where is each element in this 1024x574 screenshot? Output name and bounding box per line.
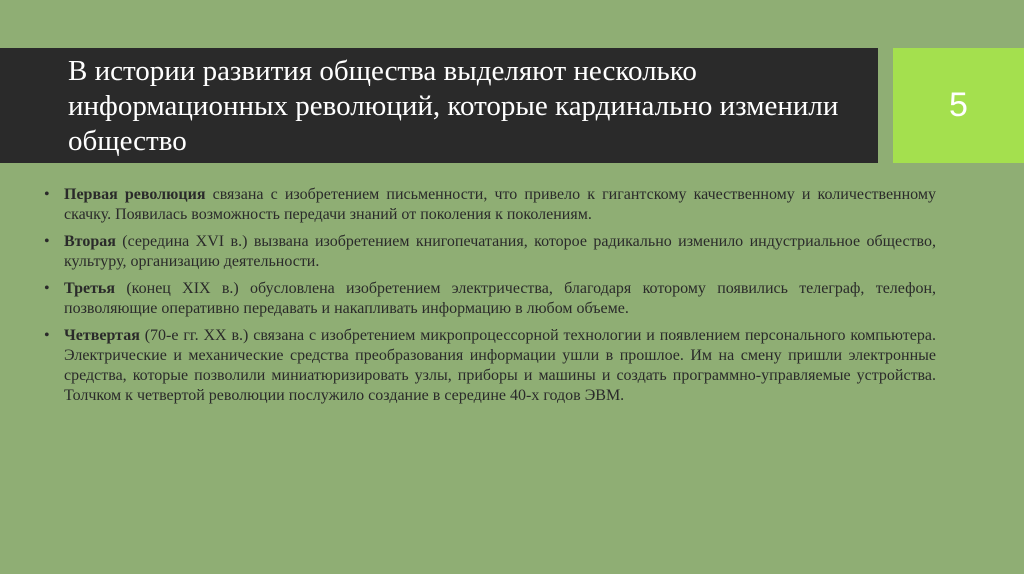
- slide-title: В истории развития общества выделяют несколько информационных революций, которые кардинально изменили общество: [68, 55, 839, 157]
- bullet-lead: Четвертая: [64, 327, 140, 344]
- slide-number: 5: [949, 86, 968, 124]
- bullet-dot-icon: •: [44, 233, 50, 250]
- bullet-item-third-revolution: [44, 279, 936, 319]
- bullet-lead: Вторая: [64, 233, 116, 250]
- slide-content: [44, 185, 936, 413]
- slide-title-bar: [0, 48, 878, 163]
- bullet-text: связана с изобретением письменности, что привело к гигантскому качественному и количественному скачку. Появилась возможность передачи знаний от поколения к поколениям.: [64, 186, 937, 223]
- bullet-list: [44, 185, 936, 406]
- bullet-item-first-revolution: [44, 185, 936, 225]
- bullet-item-fourth-revolution: [44, 326, 936, 406]
- bullet-text: (70-е гг. XX в.) связана с изобретением микропроцессорной технологии и появлением персонального компьютера. Электрические и механические средства преобразования информации ушли в прошлое. Им на смену пришли электронные средства, которые позволили миниатюризировать узлы, приборы и машины и создать программно-управляемые устройства. Толчком к четвертой революции послужило создание в середине 40-х годов ЭВМ.: [64, 327, 936, 404]
- bullet-text: (середина XVI в.) вызвана изобретением книгопечатания, которое радикально изменило индустриальное общество, культуру, организацию деятельности.: [64, 233, 936, 270]
- bullet-lead: Третья: [64, 280, 116, 297]
- bullet-lead: Первая революция: [64, 186, 206, 203]
- bullet-text: (конец XIX в.) обусловлена изобретением электричества, благодаря которому появились телеграф, телефон, позволяющие оперативно передавать и накапливать информацию в любом объеме.: [64, 280, 936, 317]
- bullet-item-second-revolution: [44, 232, 936, 272]
- bullet-dot-icon: •: [44, 280, 50, 297]
- slide-number-box: [893, 48, 1024, 163]
- bullet-dot-icon: •: [44, 327, 50, 344]
- bullet-dot-icon: •: [44, 186, 50, 203]
